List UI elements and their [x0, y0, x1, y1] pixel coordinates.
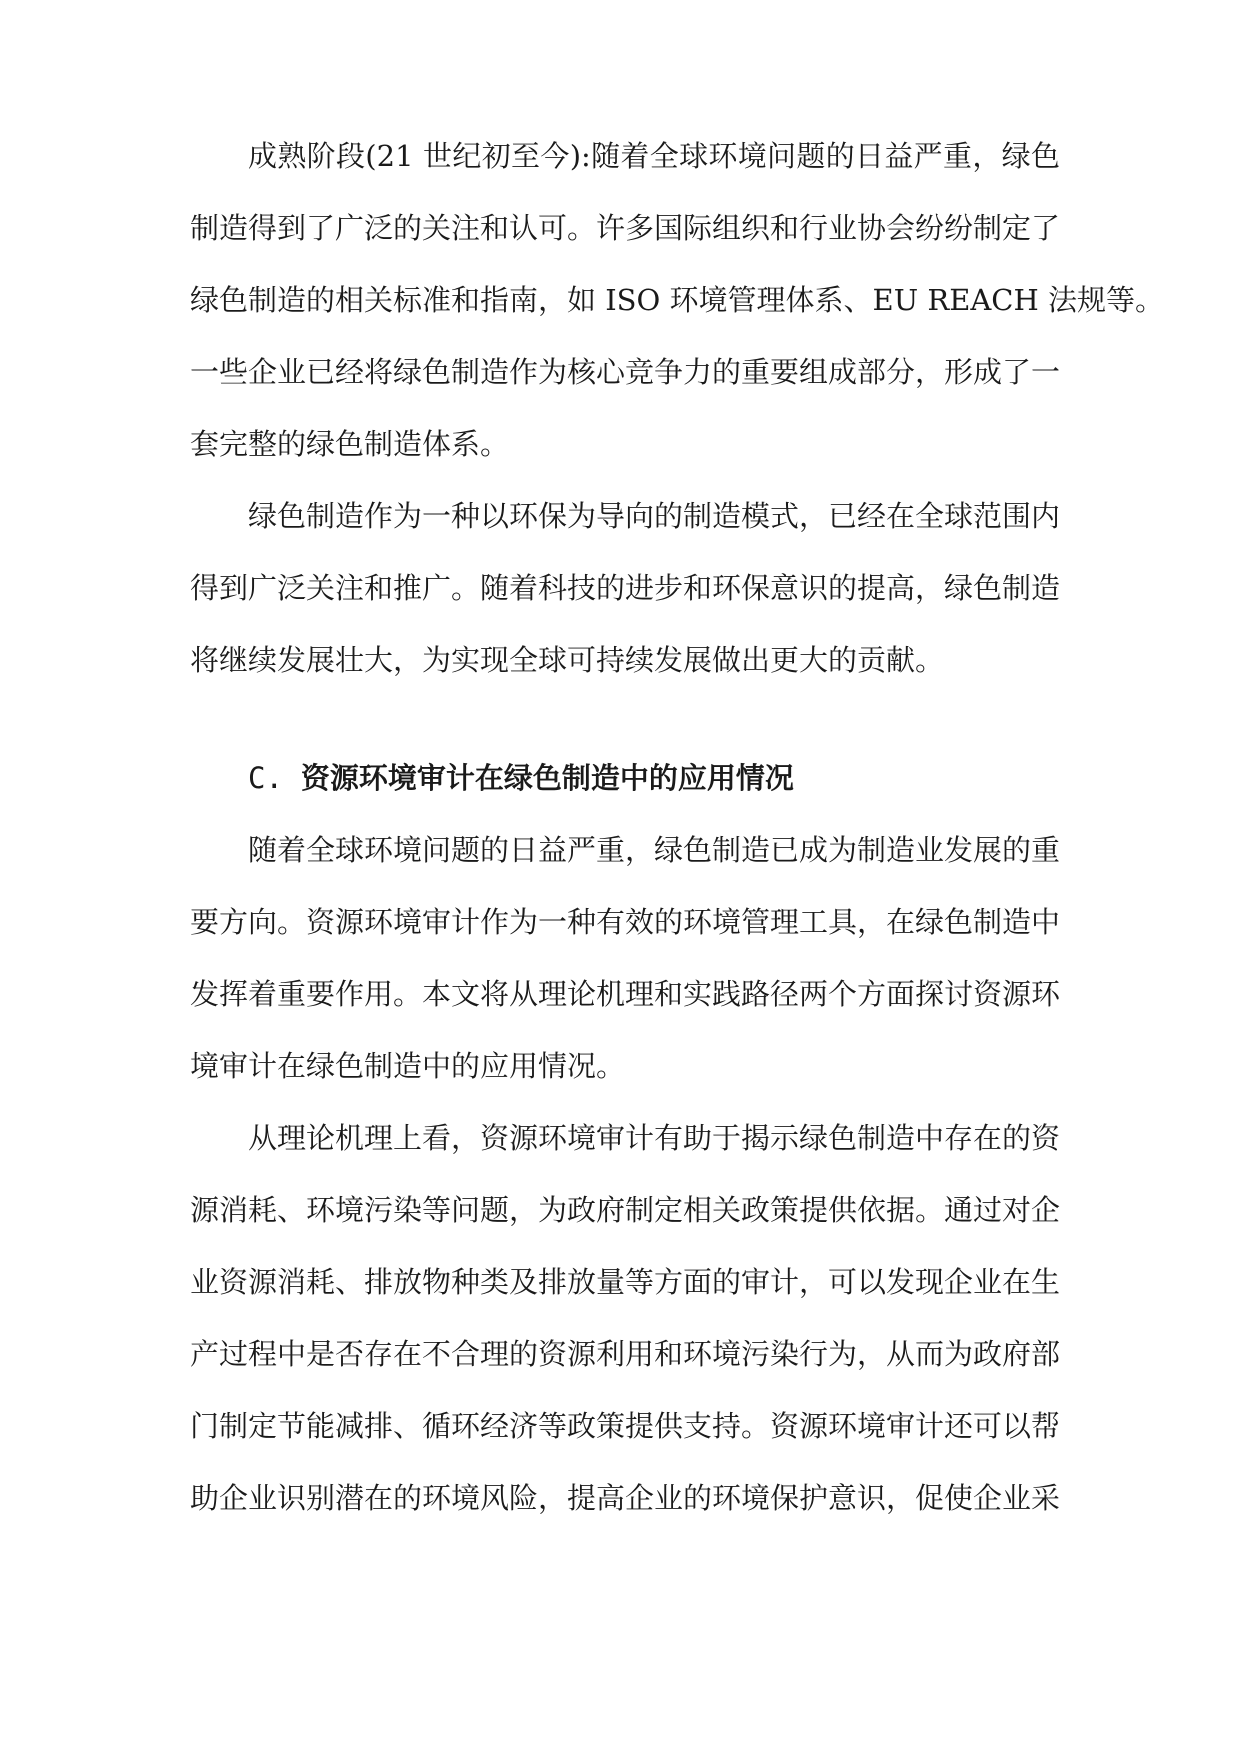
paragraph-4-line-5: 门制定节能减排、循环经济等政策提供支持。资源环境审计还可以帮 [190, 1409, 1061, 1443]
paragraph-4-line-6: 助企业识别潜在的环境风险，提高企业的环境保护意识，促使企业采 [190, 1481, 1061, 1515]
paragraph-3-line-3: 发挥着重要作用。本文将从理论机理和实践路径两个方面探讨资源环 [190, 977, 1061, 1011]
paragraph-4-line-2: 源消耗、环境污染等问题，为政府制定相关政策提供依据。通过对企 [190, 1193, 1061, 1227]
paragraph-1-line-2: 制造得到了广泛的关注和认可。许多国际组织和行业协会纷纷制定了 [190, 211, 1061, 245]
paragraph-2-line-3: 将继续发展壮大，为实现全球可持续发展做出更大的贡献。 [190, 643, 945, 677]
paragraph-3-line-2: 要方向。资源环境审计作为一种有效的环境管理工具，在绿色制造中 [190, 905, 1061, 939]
paragraph-4-line-3: 业资源消耗、排放物种类及排放量等方面的审计，可以发现企业在生 [190, 1265, 1061, 1299]
paragraph-1-line-3: 绿色制造的相关标准和指南，如 ISO 环境管理体系、EU REACH 法规等。 [190, 283, 1165, 317]
section-number: C. [248, 761, 283, 795]
section-heading [248, 758, 794, 798]
section-title: 资源环境审计在绿色制造中的应用情况 [300, 761, 794, 795]
paragraph-1-line-1: 成熟阶段(21 世纪初至今):随着全球环境问题的日益严重，绿色 [248, 139, 1060, 173]
paragraph-1-line-4: 一些企业已经将绿色制造作为核心竞争力的重要组成部分，形成了一 [190, 355, 1061, 389]
paragraph-1-line-5: 套完整的绿色制造体系。 [190, 427, 510, 461]
paragraph-2-line-2: 得到广泛关注和推广。随着科技的进步和环保意识的提高，绿色制造 [190, 571, 1061, 605]
paragraph-3-line-1: 随着全球环境问题的日益严重，绿色制造已成为制造业发展的重 [248, 833, 1061, 867]
paragraph-3-line-4: 境审计在绿色制造中的应用情况。 [190, 1049, 626, 1083]
paragraph-4-line-1: 从理论机理上看，资源环境审计有助于揭示绿色制造中存在的资 [248, 1121, 1061, 1155]
paragraph-2-line-1: 绿色制造作为一种以环保为导向的制造模式，已经在全球范围内 [248, 499, 1061, 533]
paragraph-4-line-4: 产过程中是否存在不合理的资源利用和环境污染行为，从而为政府部 [190, 1337, 1061, 1371]
